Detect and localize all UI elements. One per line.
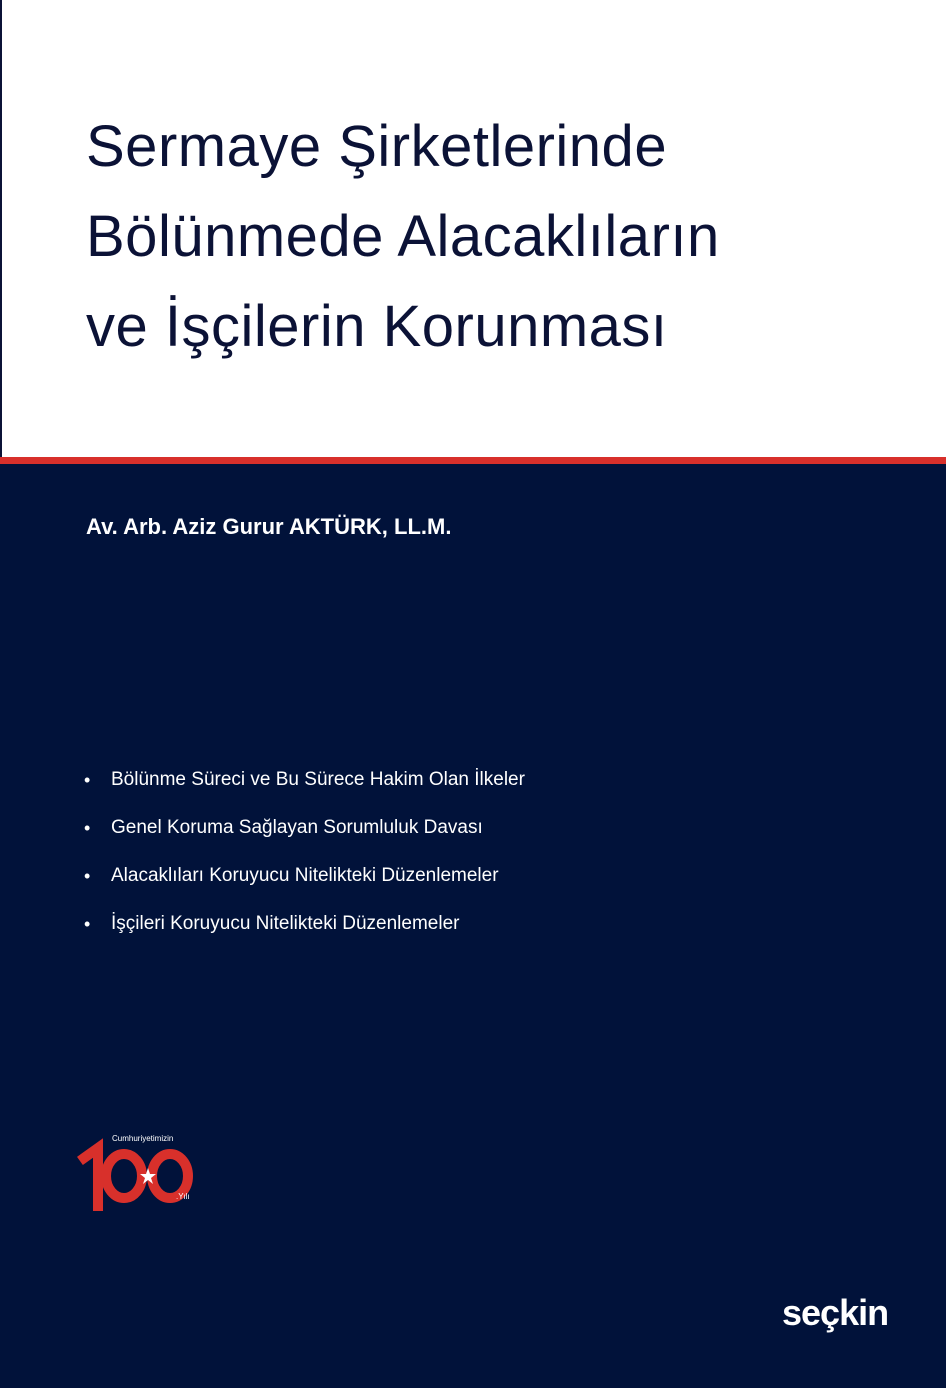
- book-title-line-1: Sermaye Şirketlerinde: [86, 114, 668, 179]
- book-title-line-3: ve İşçilerin Korunması: [86, 294, 668, 359]
- bullet-icon: •: [84, 770, 91, 790]
- topic-text: Bölünme Süreci ve Bu Sürece Hakim Olan İlkeler: [111, 769, 525, 790]
- red-divider: [0, 457, 946, 464]
- publisher-logo: seçkin: [782, 1292, 889, 1333]
- emblem-top-text: Cumhuriyetimizin: [112, 1134, 174, 1143]
- bullet-icon: •: [84, 818, 91, 838]
- cover-left-edge: [0, 0, 2, 460]
- author-name: Av. Arb. Aziz Gurur AKTÜRK, LL.M.: [86, 514, 452, 539]
- centennial-logo-icon: [76, 1130, 206, 1214]
- topic-text: Alacaklıları Koruyucu Nitelikteki Düzenlemeler: [111, 865, 499, 886]
- bullet-icon: •: [84, 914, 91, 934]
- topic-text: İşçileri Koruyucu Nitelikteki Düzenlemeler: [111, 913, 460, 934]
- centennial-emblem: [76, 1130, 206, 1214]
- book-title-line-2: Bölünmede Alacaklıların: [86, 204, 720, 269]
- topic-text: Genel Koruma Sağlayan Sorumluluk Davası: [111, 817, 483, 838]
- bullet-icon: •: [84, 866, 91, 886]
- emblem-bottom-text: .Yılı: [176, 1192, 190, 1201]
